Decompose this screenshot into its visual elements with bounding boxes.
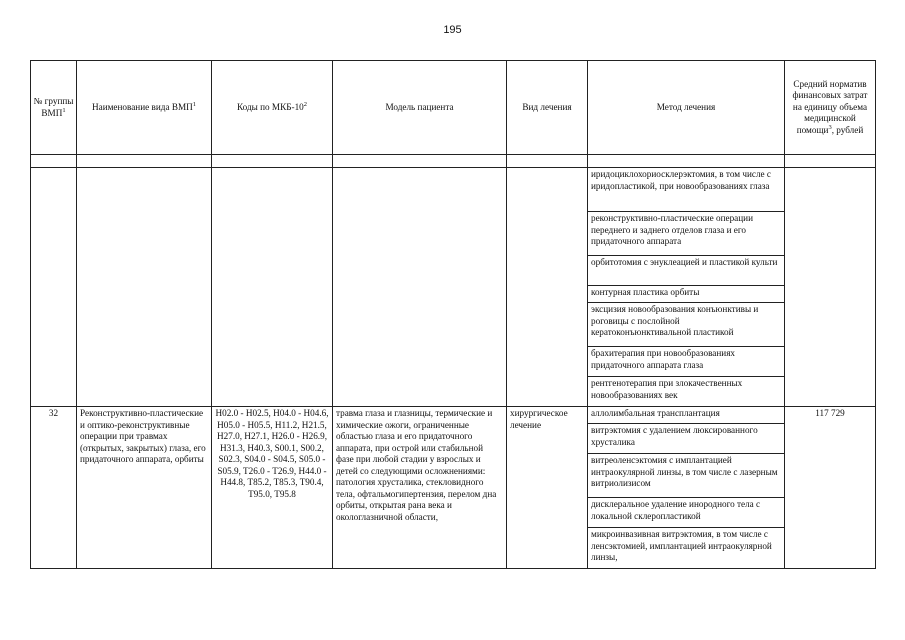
header-patient-model: Модель пациента: [333, 61, 507, 155]
header-cost-standard: Средний норматив финансовых затрат на единицу объема медицинской помощи$^3$, рублей: [785, 61, 876, 155]
group-number: 32: [31, 407, 77, 569]
header-group-number: № группы ВМП$^1$: [31, 61, 77, 155]
empty-cell: [77, 155, 212, 168]
method-item: аллолимбальная трансплантация: [588, 407, 784, 424]
empty-cell: [31, 155, 77, 168]
method-item: витреоленсэктомия с имплантацией интраокулярной линзы, в том числе с лазерным витриолизисом: [588, 454, 784, 498]
cost-value: 117 729: [785, 407, 876, 569]
empty-cell: [507, 168, 588, 407]
empty-cell: [77, 168, 212, 407]
method-item: реконструктивно-пластические операции переднего и заднего отделов глаза и его придаточного аппарата: [588, 212, 784, 256]
method-list: [588, 168, 785, 407]
header-row: [31, 61, 876, 155]
vmp-table: [30, 60, 876, 569]
empty-numbering-row: [31, 155, 876, 168]
method-item: брахитерапия при новообразованиях придаточного аппарата глаза: [588, 347, 784, 377]
header-vmp-name: Наименование вида ВМП$^1$: [77, 61, 212, 155]
treatment-type: хирургическое лечение: [507, 407, 588, 569]
method-item: дисклеральное удаление инородного тела с локальной склеропластикой: [588, 498, 784, 528]
header-icd-codes: Коды по МКБ-$10^2$: [212, 61, 333, 155]
empty-cell: [212, 168, 333, 407]
header-treatment-type: Вид лечения: [507, 61, 588, 155]
method-item: рентгенотерапия при злокачественных новообразованиях век: [591, 378, 743, 400]
header-treatment-method: Метод лечения: [588, 61, 785, 155]
method-item: микроинвазивная витрэктомия, в том числе с ленсэктомией, имплантацией интраокулярной линзы,: [591, 529, 772, 562]
empty-cell: [588, 155, 785, 168]
continuation-row: [31, 168, 876, 407]
empty-cell: [507, 155, 588, 168]
patient-model: травма глаза и глазницы, термические и химические ожоги, ограниченные областью глаза и его придаточного аппарата, при острой или стабильной фазе при любой стадии у взрослых и детей со следующими осложнениями: патология хрусталика, стекловидного тела, офтальмогипертензия, перелом дна орбиты, открытая рана века и окологлазничной области,: [333, 407, 507, 569]
empty-cell: [31, 168, 77, 407]
method-list: [588, 407, 785, 569]
method-item: иридоциклохориосклерэктомия, в том числе с иридопластикой, при новообразованиях глаза: [588, 168, 784, 212]
group-32-row: [31, 407, 876, 569]
icd-codes: H02.0 - H02.5, H04.0 - H04.6, H05.0 - H05.5, H11.2, H21.5, H27.0, H27.1, H26.0 - H26.9, H31.3, H40.3, S00.1, S00.2, S02.3, S04.0 - S04.5, S05.0 - S05.9, T26.0 - T26.9, H44.0 - H44.8, T85.2, T85.3, T90.4, T95.0, T95.8: [212, 407, 333, 569]
method-item: орбитотомия с энуклеацией и пластикой культи: [588, 256, 784, 286]
empty-cell: [785, 155, 876, 168]
empty-cell: [212, 155, 333, 168]
empty-cell: [785, 168, 876, 407]
vmp-name: Реконструктивно-пластические и оптико-реконструктивные операции при травмах (открытых, закрытых) глаза, его придаточного аппарата, орбиты: [77, 407, 212, 569]
method-item: витрэктомия с удалением люксированного хрусталика: [588, 424, 784, 454]
empty-cell: [333, 168, 507, 407]
method-item: контурная пластика орбиты: [588, 286, 784, 303]
empty-cell: [333, 155, 507, 168]
method-item: эксцизия новообразования конъюнктивы и роговицы с послойной кератоконъюнктивальной пластикой: [588, 303, 784, 347]
page-number: 195: [443, 24, 462, 36]
